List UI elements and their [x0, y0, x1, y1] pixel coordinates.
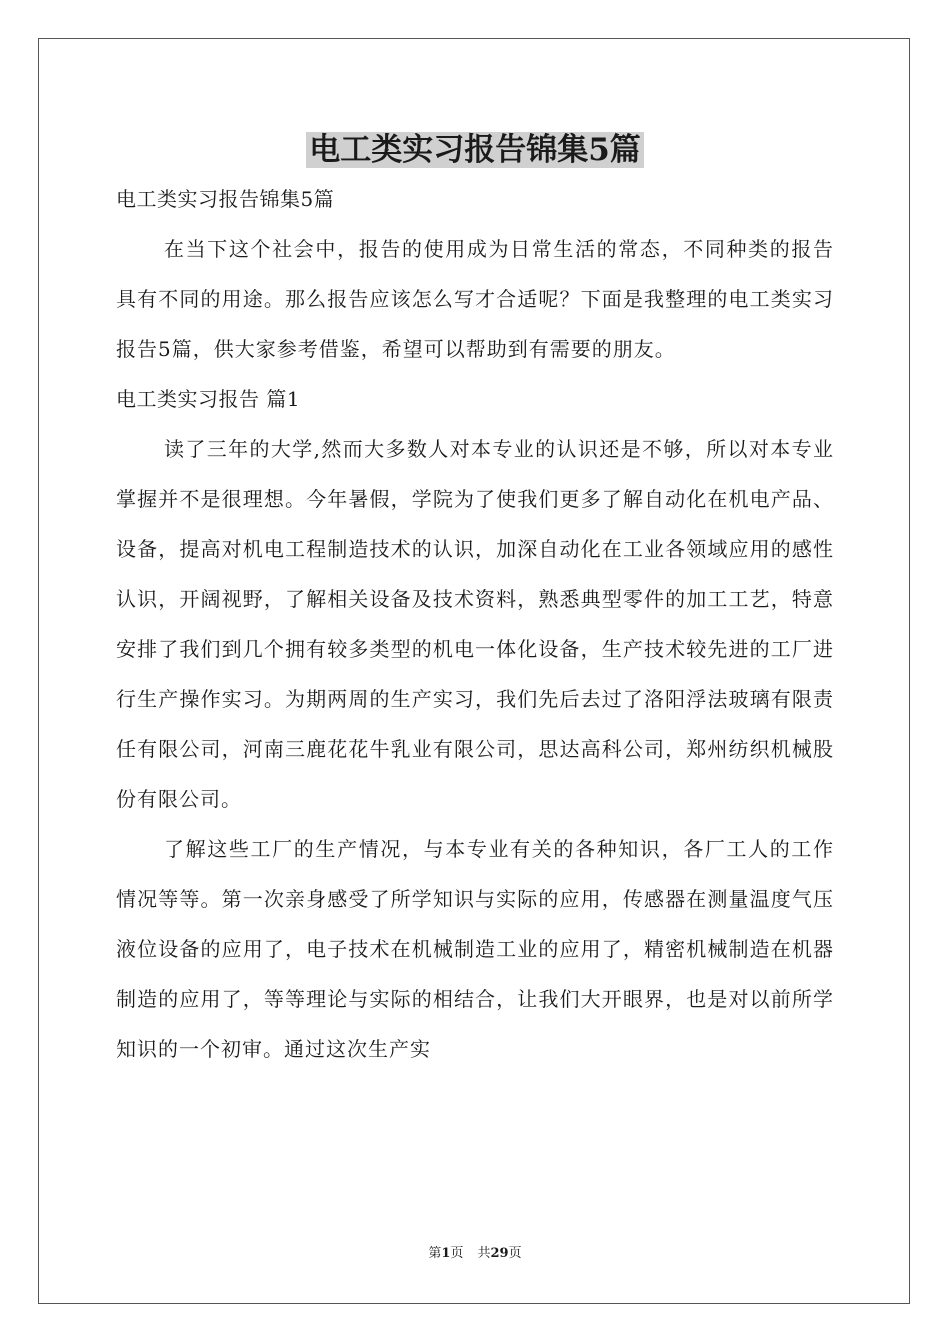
section-heading: 电工类实习报告 篇1	[116, 387, 301, 411]
total-pages: 29	[490, 1246, 509, 1261]
document-title	[0, 128, 950, 172]
document-title-text: 电工类实习报告锦集5篇	[306, 132, 644, 168]
intro-paragraph: 在当下这个社会中，报告的使用成为日常生活的常态，不同种类的报告具有不同的用途。那么报告应该怎么写才合适呢？下面是我整理的电工类实习报告5篇，供大家参考借鉴，希望可以帮助到有需要的朋友。	[116, 237, 834, 361]
body-paragraph: 了解这些工厂的生产情况，与本专业有关的各种知识，各厂工人的工作情况等等。第一次亲身感受了所学知识与实际的应用，传感器在测量温度气压液位设备的应用了，电子技术在机械制造工业的应用了，精密机械制造在机器制造的应用了，等等理论与实际的相结合，让我们大开眼界，也是对以前所学知识的一个初审。通过这次生产实	[116, 837, 834, 1061]
page-suffix: 页	[450, 1246, 464, 1261]
body-paragraph: 读了三年的大学,然而大多数人对本专业的认识还是不够，所以对本专业掌握并不是很理想。今年暑假，学院为了使我们更多了解自动化在机电产品、设备，提高对机电工程制造技术的认识，加深自动化在工业各领域应用的感性认识，开阔视野，了解相关设备及技术资料，熟悉典型零件的加工工艺，特意安排了我们到几个拥有较多类型的机电一体化设备，生产技术较先进的工厂进行生产操作实习。为期两周的生产实习，我们先后去过了洛阳浮法玻璃有限责任有限公司，河南三鹿花花牛乳业有限公司，思达高科公司，郑州纺织机械股份有限公司。	[116, 437, 834, 811]
page-prefix: 第	[428, 1246, 442, 1261]
page-footer	[0, 1245, 950, 1263]
document-subtitle: 电工类实习报告锦集5篇	[116, 187, 335, 211]
total-prefix: 共	[477, 1246, 491, 1261]
document-body	[116, 174, 834, 1074]
total-suffix: 页	[508, 1246, 522, 1261]
page-number: 1	[441, 1246, 451, 1261]
